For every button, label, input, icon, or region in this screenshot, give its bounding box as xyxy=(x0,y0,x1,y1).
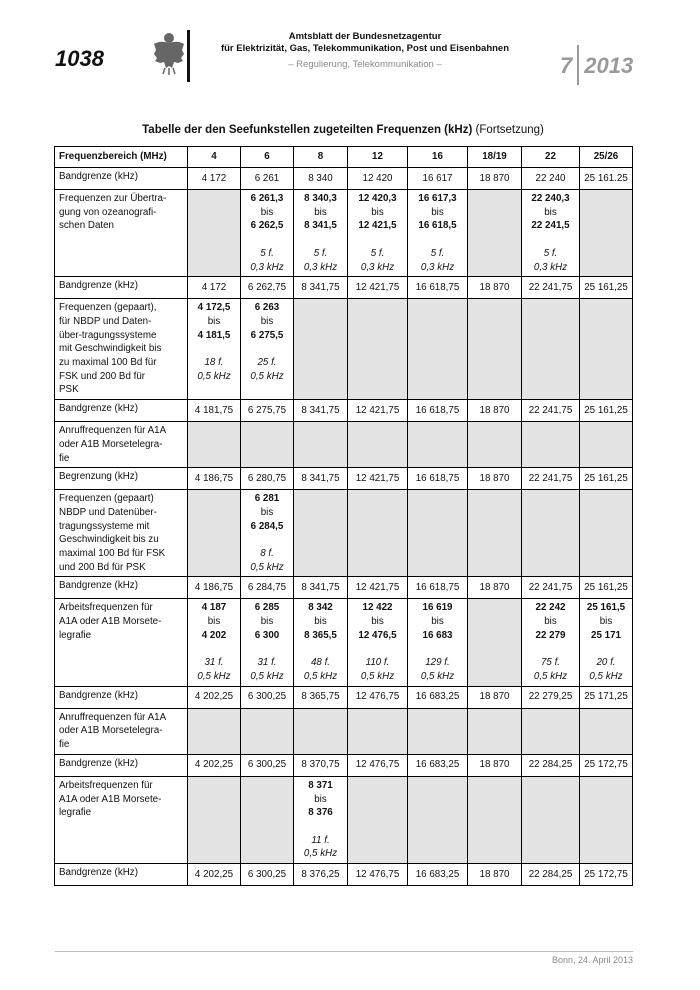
table-title-bold: Tabelle der den Seefunkstellen zugeteilten Frequenzen (kHz) xyxy=(142,124,473,136)
empty-cell xyxy=(468,190,522,277)
empty-cell xyxy=(408,299,468,400)
row-label: Bandgrenze (kHz) xyxy=(55,168,188,190)
band-limit-cell: 12 421,75 xyxy=(348,277,408,299)
row-label: Frequenzen zur Übertra- gung von ozeanografi- schen Daten xyxy=(55,190,188,277)
row-label: Frequenzen (gepaart), für NBDP und Daten- über-tragungssysteme mit Geschwindigkeit bis zu maximal 100 Bd für FSK und 200 Bd für PSK xyxy=(55,299,188,400)
empty-cell xyxy=(294,422,348,468)
page-number: 1038 xyxy=(55,46,104,71)
frequency-cell xyxy=(408,599,468,686)
frequency-spacing: 0,5 kHz xyxy=(250,561,284,573)
spacer xyxy=(524,233,577,247)
spacer xyxy=(190,643,238,657)
frequency-count: 20 f. xyxy=(596,657,616,669)
frequency-from: 12 422 xyxy=(362,602,393,614)
band-limit-cell: 6 275,75 xyxy=(241,400,294,422)
empty-cell xyxy=(188,490,241,577)
frequency-row xyxy=(55,599,633,686)
column-header-band: 6 xyxy=(241,147,294,168)
empty-cell xyxy=(468,708,522,754)
frequency-to: 12 476,5 xyxy=(358,629,397,641)
spacer xyxy=(410,233,465,247)
spacer xyxy=(350,643,405,657)
empty-cell xyxy=(188,422,241,468)
frequency-row xyxy=(55,708,633,754)
band-limit-cell: 4 186,75 xyxy=(188,577,241,599)
empty-cell xyxy=(468,599,522,686)
band-limit-cell: 4 202,25 xyxy=(188,754,241,776)
band-limit-cell: 4 186,75 xyxy=(188,468,241,490)
band-limit-cell: 16 617 xyxy=(408,168,468,190)
frequency-from: 6 263 xyxy=(254,302,280,314)
frequency-spacing: 0,5 kHz xyxy=(250,370,284,382)
band-limit-cell: 12 476,75 xyxy=(348,864,408,886)
frequency-cell xyxy=(580,599,633,686)
frequency-cell xyxy=(348,190,408,277)
frequency-to: 25 171 xyxy=(591,629,621,641)
spacer xyxy=(190,342,238,356)
empty-cell xyxy=(522,708,580,754)
row-label: Bandgrenze (kHz) xyxy=(55,686,188,708)
band-limit-cell: 18 870 xyxy=(468,277,522,299)
frequency-cell xyxy=(294,190,348,277)
frequency-count: 110 f. xyxy=(365,657,390,669)
column-header-band: 18/19 xyxy=(468,147,522,168)
band-limit-row xyxy=(55,864,633,886)
spacer xyxy=(243,533,291,547)
band-limit-cell: 16 618,75 xyxy=(408,400,468,422)
header-divider xyxy=(187,30,190,82)
frequency-to: 6 284,5 xyxy=(250,520,284,532)
band-limit-cell: 25 161,25 xyxy=(580,400,633,422)
empty-cell xyxy=(468,776,522,863)
row-label: Arbeitsfrequenzen für A1A oder A1B Morsete- legrafie xyxy=(55,776,188,863)
band-limit-cell: 8 376,25 xyxy=(294,864,348,886)
empty-cell xyxy=(294,708,348,754)
empty-cell xyxy=(580,190,633,277)
band-limit-cell: 4 172 xyxy=(188,168,241,190)
frequency-count: 5 f. xyxy=(543,247,558,259)
frequency-count: 129 f. xyxy=(425,657,450,669)
empty-cell xyxy=(408,776,468,863)
band-limit-cell: 16 618,75 xyxy=(408,577,468,599)
spacer xyxy=(582,643,630,657)
empty-cell xyxy=(468,299,522,400)
empty-cell xyxy=(188,190,241,277)
band-limit-cell: 22 241,75 xyxy=(522,577,580,599)
frequency-spacing: 0,5 kHz xyxy=(197,670,231,682)
spacer xyxy=(296,643,345,657)
band-limit-cell: 25 172,75 xyxy=(580,864,633,886)
frequency-count: 11 f. xyxy=(311,834,330,846)
band-limit-cell: 25 172,75 xyxy=(580,754,633,776)
frequency-row xyxy=(55,422,633,468)
frequency-bis: bis xyxy=(314,616,327,628)
frequency-to: 8 376 xyxy=(308,807,333,819)
frequency-from: 6 281 xyxy=(254,493,280,505)
frequency-bis: bis xyxy=(260,315,274,327)
frequency-spacing: 0,3 kHz xyxy=(420,261,455,273)
frequency-from: 8 342 xyxy=(308,602,333,614)
frequency-count: 31 f. xyxy=(257,657,277,669)
band-limit-cell: 16 683,25 xyxy=(408,686,468,708)
column-header-band: 22 xyxy=(522,147,580,168)
frequency-row xyxy=(55,490,633,577)
frequency-count: 75 f. xyxy=(540,657,561,669)
issue-no: 7 xyxy=(560,53,573,78)
column-header-band: 16 xyxy=(408,147,468,168)
empty-cell xyxy=(188,708,241,754)
frequency-cell xyxy=(408,190,468,277)
band-limit-cell: 6 262,75 xyxy=(241,277,294,299)
empty-cell xyxy=(408,422,468,468)
row-label: Bandgrenze (kHz) xyxy=(55,277,188,299)
band-limit-cell: 18 870 xyxy=(468,754,522,776)
frequency-to: 8 341,5 xyxy=(304,220,337,232)
frequency-cell xyxy=(241,299,294,400)
frequency-from: 4 187 xyxy=(201,602,227,614)
row-label: Frequenzen (gepaart) NBDP und Datenüber- tragungssysteme mit Geschwindigkeit bis zu maximal 100 Bd für FSK und 200 Bd für PSK xyxy=(55,490,188,577)
band-limit-cell: 16 683,25 xyxy=(408,864,468,886)
band-limit-row xyxy=(55,686,633,708)
band-limit-cell: 22 284,25 xyxy=(522,754,580,776)
band-limit-row xyxy=(55,277,633,299)
band-limit-cell: 22 240 xyxy=(522,168,580,190)
band-limit-cell: 6 284,75 xyxy=(241,577,294,599)
frequency-cell xyxy=(294,599,348,686)
footer-date: Bonn, 24. April 2013 xyxy=(551,955,633,965)
frequency-row xyxy=(55,299,633,400)
band-limit-row xyxy=(55,468,633,490)
frequency-cell xyxy=(241,490,294,577)
spacer xyxy=(524,643,577,657)
column-header-band: 25/26 xyxy=(580,147,633,168)
band-limit-cell: 4 202,25 xyxy=(188,864,241,886)
frequency-from: 16 617,3 xyxy=(418,193,457,204)
empty-cell xyxy=(580,490,633,577)
frequency-from: 25 161,5 xyxy=(586,602,626,614)
frequency-to: 4 181,5 xyxy=(197,329,231,341)
band-limit-cell: 18 870 xyxy=(468,468,522,490)
band-limit-cell: 8 341,75 xyxy=(294,577,348,599)
band-limit-cell: 12 420 xyxy=(348,168,408,190)
frequency-cell xyxy=(188,599,241,686)
spacer xyxy=(350,233,405,247)
frequency-spacing: 0,5 kHz xyxy=(420,670,455,682)
band-limit-cell: 12 421,75 xyxy=(348,468,408,490)
band-limit-cell: 18 870 xyxy=(468,400,522,422)
frequency-bis: bis xyxy=(207,315,221,327)
spacer xyxy=(296,233,345,247)
gazette-title-line2: für Elektrizität, Gas, Telekommunikation, Post und Eisenbahnen xyxy=(220,43,510,54)
band-limit-cell: 25 161,25 xyxy=(580,277,633,299)
frequency-from: 22 242 xyxy=(535,602,566,614)
band-limit-cell: 18 870 xyxy=(468,168,522,190)
frequency-from: 8 371 xyxy=(308,779,333,791)
band-limit-cell: 8 365,75 xyxy=(294,686,348,708)
gazette-title-line1: Amtsblatt der Bundesnetzagentur xyxy=(288,31,442,42)
frequency-to: 6 275,5 xyxy=(250,329,284,341)
empty-cell xyxy=(241,708,294,754)
issue-separator xyxy=(577,45,579,85)
frequency-spacing: 0,5 kHz xyxy=(197,370,231,382)
band-limit-cell: 12 476,75 xyxy=(348,754,408,776)
footer-rule xyxy=(55,951,633,952)
frequency-to: 12 421,5 xyxy=(358,220,397,232)
band-limit-cell: 8 341,75 xyxy=(294,400,348,422)
frequency-count: 5 f. xyxy=(260,247,274,259)
band-limit-row xyxy=(55,168,633,190)
column-header-range: Frequenzbereich (MHz) xyxy=(55,147,188,168)
band-limit-cell: 4 181,75 xyxy=(188,400,241,422)
issue-number xyxy=(560,45,633,79)
column-header-band: 8 xyxy=(294,147,348,168)
band-limit-cell: 6 300,25 xyxy=(241,686,294,708)
frequency-from: 16 619 xyxy=(422,602,453,614)
frequency-count: 8 f. xyxy=(260,548,274,560)
row-label: Begrenzung (kHz) xyxy=(55,468,188,490)
frequency-bis: bis xyxy=(314,206,327,218)
federal-eagle-logo xyxy=(150,30,188,76)
empty-cell xyxy=(580,708,633,754)
band-limit-cell: 22 241,75 xyxy=(522,400,580,422)
band-limit-row xyxy=(55,754,633,776)
frequency-count: 5 f. xyxy=(370,247,385,259)
frequency-spacing: 0,5 kHz xyxy=(303,670,338,682)
row-label: Bandgrenze (kHz) xyxy=(55,864,188,886)
empty-cell xyxy=(468,422,522,468)
frequency-row xyxy=(55,776,633,863)
empty-cell xyxy=(294,299,348,400)
spacer xyxy=(243,233,291,247)
frequency-count: 5 f. xyxy=(430,247,445,259)
band-limit-cell: 6 261 xyxy=(241,168,294,190)
empty-cell xyxy=(348,708,408,754)
frequency-bis: bis xyxy=(260,506,274,518)
frequency-to: 6 300 xyxy=(254,629,280,641)
frequency-row xyxy=(55,190,633,277)
frequency-to: 16 683 xyxy=(422,629,453,641)
frequency-bis: bis xyxy=(544,206,557,218)
band-limit-cell: 18 870 xyxy=(468,686,522,708)
frequency-cell xyxy=(348,599,408,686)
frequency-from: 8 340,3 xyxy=(304,193,337,204)
frequency-bis: bis xyxy=(599,616,613,628)
frequency-bis: bis xyxy=(314,793,327,805)
empty-cell xyxy=(294,490,348,577)
spacer xyxy=(243,342,291,356)
band-limit-cell: 18 870 xyxy=(468,864,522,886)
band-limit-cell: 22 284,25 xyxy=(522,864,580,886)
frequency-cell xyxy=(241,599,294,686)
frequency-spacing: 0,5 kHz xyxy=(360,670,395,682)
spacer xyxy=(243,643,291,657)
frequency-from: 6 261,3 xyxy=(250,193,284,204)
frequency-cell xyxy=(522,190,580,277)
band-limit-cell: 25 161,25 xyxy=(580,468,633,490)
frequency-from: 22 240,3 xyxy=(531,193,570,204)
empty-cell xyxy=(522,422,580,468)
row-label: Anruffrequenzen für A1A oder A1B Morsetelegra- fie xyxy=(55,708,188,754)
frequency-bis: bis xyxy=(371,206,384,218)
empty-cell xyxy=(522,490,580,577)
frequency-spacing: 0,3 kHz xyxy=(250,261,284,273)
band-limit-cell: 8 340 xyxy=(294,168,348,190)
frequency-spacing: 0,5 kHz xyxy=(303,848,338,860)
empty-cell xyxy=(580,776,633,863)
band-limit-cell: 16 618,75 xyxy=(408,468,468,490)
frequency-spacing: 0,5 kHz xyxy=(250,670,284,682)
gazette-title xyxy=(200,31,530,55)
band-limit-cell: 8 370,75 xyxy=(294,754,348,776)
band-limit-cell: 6 300,25 xyxy=(241,864,294,886)
table-header-row xyxy=(55,147,633,168)
band-limit-cell: 4 202,25 xyxy=(188,686,241,708)
empty-cell xyxy=(522,776,580,863)
table-title-suffix: (Fortsetzung) xyxy=(472,124,544,136)
row-label: Arbeitsfrequenzen für A1A oder A1B Morsete- legrafie xyxy=(55,599,188,686)
band-limit-cell: 18 870 xyxy=(468,577,522,599)
band-limit-cell: 6 300,25 xyxy=(241,754,294,776)
column-header-band: 4 xyxy=(188,147,241,168)
frequency-from: 12 420,3 xyxy=(358,193,397,204)
frequency-cell xyxy=(522,599,580,686)
empty-cell xyxy=(580,422,633,468)
spacer xyxy=(296,820,345,834)
empty-cell xyxy=(348,776,408,863)
empty-cell xyxy=(348,299,408,400)
frequency-from: 6 285 xyxy=(254,602,280,614)
band-limit-cell: 25 161,25 xyxy=(580,577,633,599)
band-limit-cell: 22 241,75 xyxy=(522,468,580,490)
band-limit-row xyxy=(55,577,633,599)
row-label: Bandgrenze (kHz) xyxy=(55,577,188,599)
frequency-bis: bis xyxy=(371,616,384,628)
empty-cell xyxy=(408,490,468,577)
column-header-band: 12 xyxy=(348,147,408,168)
frequency-to: 16 618,5 xyxy=(418,220,457,232)
frequency-spacing: 0,5 kHz xyxy=(589,670,623,682)
empty-cell xyxy=(241,422,294,468)
band-limit-cell: 22 279,25 xyxy=(522,686,580,708)
frequency-cell xyxy=(241,190,294,277)
row-label: Bandgrenze (kHz) xyxy=(55,754,188,776)
band-limit-cell: 25 161.25 xyxy=(580,168,633,190)
frequency-bis: bis xyxy=(260,206,274,218)
band-limit-cell: 12 421,75 xyxy=(348,400,408,422)
frequency-from: 4 172,5 xyxy=(197,302,231,314)
frequency-bis: bis xyxy=(260,616,274,628)
empty-cell xyxy=(348,422,408,468)
frequency-bis: bis xyxy=(207,616,221,628)
band-limit-cell: 16 683,25 xyxy=(408,754,468,776)
frequency-to: 22 241,5 xyxy=(531,220,570,232)
frequency-spacing: 0,3 kHz xyxy=(360,261,395,273)
frequency-count: 5 f. xyxy=(313,247,328,259)
band-limit-cell: 8 341,75 xyxy=(294,277,348,299)
frequency-count: 31 f. xyxy=(204,657,224,669)
frequency-spacing: 0,3 kHz xyxy=(533,261,568,273)
band-limit-cell: 12 476,75 xyxy=(348,686,408,708)
row-label: Anruffrequenzen für A1A oder A1B Morsetelegra- fie xyxy=(55,422,188,468)
frequency-bis: bis xyxy=(431,616,444,628)
frequency-to: 22 279 xyxy=(535,629,566,641)
frequency-count: 18 f. xyxy=(204,357,224,369)
frequency-table xyxy=(54,146,633,886)
band-limit-cell: 12 421,75 xyxy=(348,577,408,599)
band-limit-cell: 16 618,75 xyxy=(408,277,468,299)
empty-cell xyxy=(580,299,633,400)
frequency-cell xyxy=(188,299,241,400)
band-limit-cell: 6 280,75 xyxy=(241,468,294,490)
frequency-to: 4 202 xyxy=(201,629,227,641)
frequency-to: 8 365,5 xyxy=(304,629,337,641)
empty-cell xyxy=(241,776,294,863)
frequency-cell xyxy=(294,776,348,863)
table-title xyxy=(54,124,632,136)
frequency-to: 6 262,5 xyxy=(250,220,284,232)
band-limit-cell: 4 172 xyxy=(188,277,241,299)
frequency-spacing: 0,3 kHz xyxy=(303,261,338,273)
frequency-bis: bis xyxy=(431,206,444,218)
band-limit-cell: 8 341,75 xyxy=(294,468,348,490)
band-limit-row xyxy=(55,400,633,422)
empty-cell xyxy=(348,490,408,577)
frequency-count: 25 f. xyxy=(257,357,277,369)
empty-cell xyxy=(408,708,468,754)
gazette-subtitle: – Regulierung, Telekommunikation – xyxy=(288,59,442,70)
issue-year: 2013 xyxy=(584,53,634,78)
row-label: Bandgrenze (kHz) xyxy=(55,400,188,422)
frequency-count: 48 f. xyxy=(310,657,331,669)
empty-cell xyxy=(522,299,580,400)
spacer xyxy=(410,643,465,657)
frequency-spacing: 0,5 kHz xyxy=(533,670,568,682)
band-limit-cell: 22 241,75 xyxy=(522,277,580,299)
empty-cell xyxy=(468,490,522,577)
frequency-bis: bis xyxy=(544,616,557,628)
empty-cell xyxy=(188,776,241,863)
band-limit-cell: 25 171,25 xyxy=(580,686,633,708)
